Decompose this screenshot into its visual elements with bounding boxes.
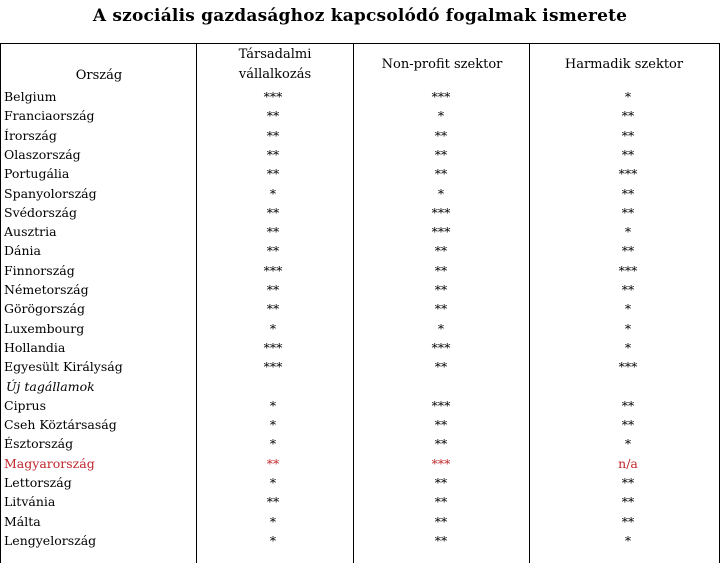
country-cell: Málta bbox=[4, 513, 41, 529]
country-cell: Finnország bbox=[4, 262, 75, 278]
country-cell: Spanyolország bbox=[4, 185, 97, 201]
country-cell: Észtország bbox=[4, 436, 74, 452]
social-enterprise-cell: ** bbox=[266, 243, 280, 259]
table-row bbox=[0, 261, 720, 280]
third-sector-cell: * bbox=[624, 301, 632, 317]
page-title: A szociális gazdasághoz kapcsolódó fogalmak ismerete bbox=[92, 6, 628, 26]
table-row bbox=[0, 299, 720, 318]
third-sector-cell: ** bbox=[621, 475, 635, 490]
country-cell: Görögország bbox=[4, 301, 85, 317]
social-enterprise-cell: ** bbox=[266, 127, 280, 143]
social-enterprise-cell: ** bbox=[266, 282, 280, 297]
table-row bbox=[0, 145, 720, 164]
header-social-enterprise-line1: Társadalmi bbox=[238, 47, 312, 62]
table-row bbox=[0, 203, 720, 222]
nonprofit-cell: ** bbox=[434, 166, 448, 182]
country-cell: Belgium bbox=[4, 89, 57, 104]
nonprofit-cell: * bbox=[437, 320, 445, 336]
header-country: Ország bbox=[75, 68, 123, 83]
social-enterprise-cell: *** bbox=[263, 339, 283, 355]
country-cell: Lengyelország bbox=[4, 532, 97, 548]
social-enterprise-cell: * bbox=[269, 475, 277, 490]
nonprofit-cell: ** bbox=[434, 359, 448, 375]
concept-awareness-table bbox=[0, 43, 720, 563]
third-sector-cell: * bbox=[624, 224, 632, 240]
table-row bbox=[0, 241, 720, 260]
nonprofit-cell: ** bbox=[434, 513, 448, 529]
third-sector-cell: *** bbox=[618, 166, 638, 182]
table-row bbox=[0, 126, 720, 145]
table-row bbox=[0, 454, 720, 473]
header-third-sector: Harmadik szektor bbox=[564, 57, 684, 72]
section-row bbox=[0, 377, 720, 396]
nonprofit-cell: *** bbox=[431, 397, 451, 413]
social-enterprise-cell: ** bbox=[266, 455, 280, 471]
country-cell: Hollandia bbox=[4, 339, 66, 355]
country-cell: Dánia bbox=[4, 243, 41, 259]
nonprofit-cell: *** bbox=[431, 339, 451, 355]
social-enterprise-cell: *** bbox=[263, 262, 283, 278]
table-row bbox=[0, 184, 720, 203]
social-enterprise-cell: * bbox=[269, 436, 277, 452]
third-sector-cell: * bbox=[624, 436, 632, 452]
table-row bbox=[0, 87, 720, 106]
country-cell: Litvánia bbox=[4, 494, 56, 510]
third-sector-cell: ** bbox=[621, 243, 635, 259]
table-row bbox=[0, 357, 720, 376]
table-row bbox=[0, 106, 720, 125]
header-social-enterprise bbox=[200, 45, 350, 85]
country-cell: Portugália bbox=[4, 166, 70, 182]
third-sector-cell: ** bbox=[621, 397, 635, 413]
table-row bbox=[0, 415, 720, 434]
country-cell: Cseh Köztársaság bbox=[4, 417, 117, 433]
third-sector-cell: ** bbox=[621, 282, 635, 297]
social-enterprise-cell: ** bbox=[266, 224, 280, 240]
third-sector-cell: *** bbox=[618, 262, 638, 278]
nonprofit-cell: ** bbox=[434, 146, 448, 162]
nonprofit-cell: ** bbox=[434, 301, 448, 317]
nonprofit-cell: ** bbox=[434, 127, 448, 143]
header-nonprofit: Non-profit szektor bbox=[381, 57, 503, 72]
social-enterprise-cell: * bbox=[269, 417, 277, 433]
nonprofit-cell: *** bbox=[431, 204, 451, 220]
social-enterprise-cell: * bbox=[269, 320, 277, 336]
third-sector-cell: ** bbox=[621, 127, 635, 143]
nonprofit-cell: ** bbox=[434, 262, 448, 278]
third-sector-cell: ** bbox=[621, 146, 635, 162]
header-social-enterprise-line2: vállalkozás bbox=[238, 67, 312, 82]
social-enterprise-cell: * bbox=[269, 185, 277, 201]
social-enterprise-cell: ** bbox=[266, 494, 280, 510]
nonprofit-cell: ** bbox=[434, 436, 448, 452]
social-enterprise-cell: * bbox=[269, 397, 277, 413]
third-sector-cell: * bbox=[624, 532, 632, 548]
nonprofit-cell: * bbox=[437, 108, 445, 124]
country-cell: Luxembourg bbox=[4, 320, 85, 336]
third-sector-cell: ** bbox=[621, 204, 635, 220]
country-cell: Ciprus bbox=[4, 397, 47, 413]
third-sector-cell: ** bbox=[621, 417, 635, 433]
section-label: Új tagállamok bbox=[6, 378, 95, 394]
table-row bbox=[0, 473, 720, 492]
nonprofit-cell: ** bbox=[434, 532, 448, 548]
third-sector-cell: n/a bbox=[618, 455, 638, 471]
table-row bbox=[0, 338, 720, 357]
table-row bbox=[0, 164, 720, 183]
social-enterprise-cell: ** bbox=[266, 166, 280, 182]
social-enterprise-cell: ** bbox=[266, 204, 280, 220]
table-row bbox=[0, 512, 720, 531]
third-sector-cell: ** bbox=[621, 494, 635, 510]
third-sector-cell: *** bbox=[618, 359, 638, 375]
country-cell: Egyesült Királyság bbox=[4, 359, 123, 375]
table-top-border bbox=[0, 43, 720, 44]
table-row bbox=[0, 222, 720, 241]
nonprofit-cell: ** bbox=[434, 417, 448, 433]
nonprofit-cell: ** bbox=[434, 475, 448, 490]
third-sector-cell: ** bbox=[621, 108, 635, 124]
third-sector-cell: ** bbox=[621, 185, 635, 201]
country-cell: Írország bbox=[4, 127, 57, 143]
nonprofit-cell: *** bbox=[431, 89, 451, 104]
table-row bbox=[0, 531, 720, 550]
nonprofit-cell: ** bbox=[434, 494, 448, 510]
country-cell: Magyarország bbox=[4, 455, 95, 471]
third-sector-cell: ** bbox=[621, 513, 635, 529]
table-row bbox=[0, 319, 720, 338]
social-enterprise-cell: ** bbox=[266, 108, 280, 124]
social-enterprise-cell: * bbox=[269, 532, 277, 548]
nonprofit-cell: * bbox=[437, 185, 445, 201]
table-row bbox=[0, 396, 720, 415]
country-cell: Svédország bbox=[4, 204, 77, 220]
table-row bbox=[0, 280, 720, 299]
nonprofit-cell: *** bbox=[431, 455, 451, 471]
third-sector-cell: * bbox=[624, 320, 632, 336]
country-cell: Németország bbox=[4, 282, 89, 297]
social-enterprise-cell: *** bbox=[263, 89, 283, 104]
social-enterprise-cell: * bbox=[269, 513, 277, 529]
nonprofit-cell: ** bbox=[434, 243, 448, 259]
nonprofit-cell: *** bbox=[431, 224, 451, 240]
country-cell: Olaszország bbox=[4, 146, 81, 162]
country-cell: Ausztria bbox=[4, 224, 57, 240]
third-sector-cell: * bbox=[624, 339, 632, 355]
nonprofit-cell: ** bbox=[434, 282, 448, 297]
social-enterprise-cell: ** bbox=[266, 146, 280, 162]
table-row bbox=[0, 492, 720, 511]
social-enterprise-cell: *** bbox=[263, 359, 283, 375]
third-sector-cell: * bbox=[624, 89, 632, 104]
table-row bbox=[0, 434, 720, 453]
social-enterprise-cell: ** bbox=[266, 301, 280, 317]
country-cell: Lettország bbox=[4, 475, 72, 490]
country-cell: Franciaország bbox=[4, 108, 95, 124]
